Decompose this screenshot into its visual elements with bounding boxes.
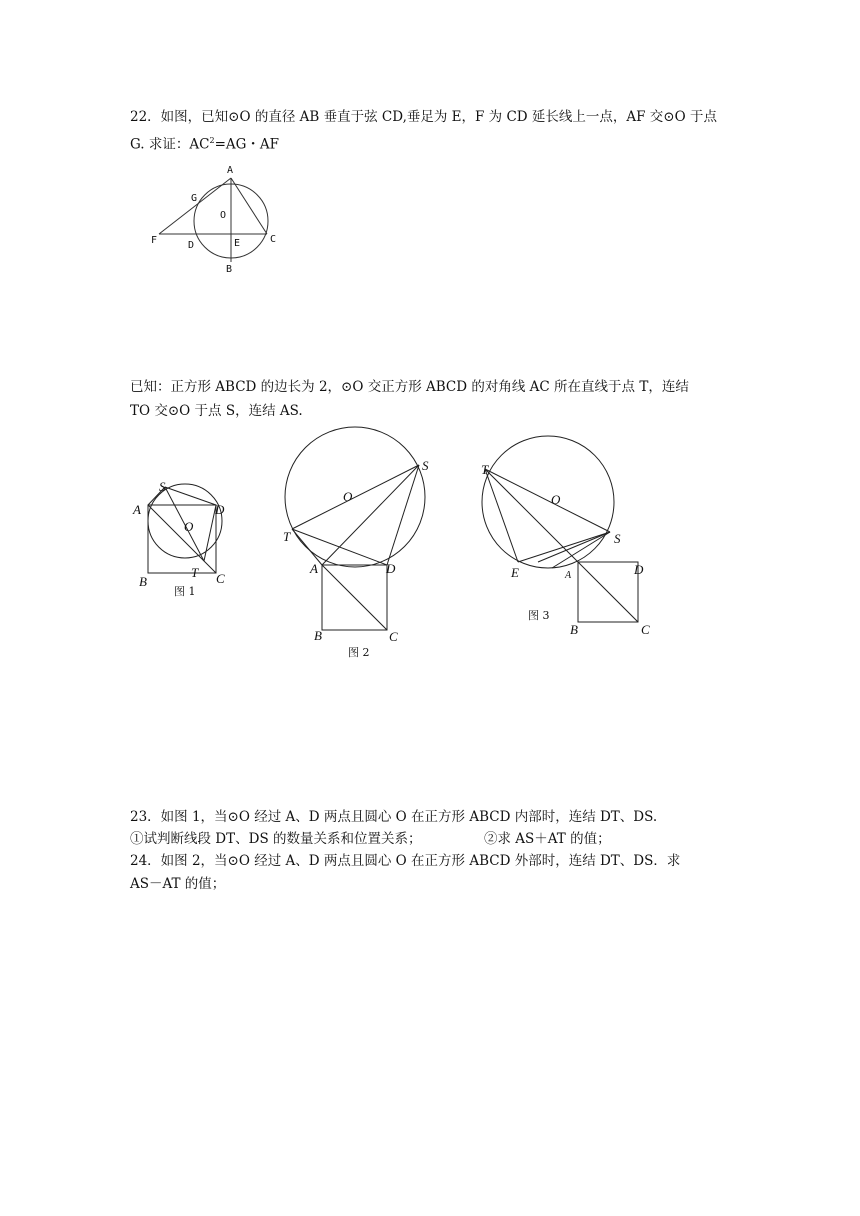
q22-label-g: G [191, 193, 198, 204]
q23-line2-a: ①试判断线段 DT、DS 的数量关系和位置关系； [130, 831, 422, 847]
q22-line2-b: =AG・AF [214, 136, 280, 153]
fig1-label-c: C [216, 571, 225, 586]
fig1-label-s: S [159, 479, 166, 494]
fig2-label-d: D [386, 561, 396, 576]
fig1-label-a: A [133, 502, 141, 517]
intro-line1: 已知：正方形 ABCD 的边长为 2，⊙O 交正方形 ABCD 的对角线 AC 所在直线于点 T，连结 [130, 379, 689, 395]
q22-label-b: B [226, 264, 233, 275]
q22-label-f: F [151, 235, 158, 246]
fig3-label-d: D [634, 562, 644, 577]
fig1-label-t: T [191, 565, 199, 580]
q22-line2-a: G. 求证：AC [130, 136, 210, 153]
fig1-caption: 图 1 [174, 585, 196, 598]
q22-label-c: C [270, 234, 277, 245]
q22-label-a: A [227, 165, 234, 176]
fig2-label-b: B [314, 628, 322, 643]
q22-label-e: E [234, 238, 241, 249]
fig2-caption: 图 2 [348, 646, 370, 659]
fig3-label-e: E [511, 565, 519, 580]
fig2-label-s: S [422, 458, 429, 473]
fig1-label-d: D [215, 502, 225, 517]
q22-line1: 22．如图，已知⊙O 的直径 AB 垂直于弦 CD,垂足为 E，F 为 CD 延长线上一点，AF 交⊙O 于点 [130, 109, 717, 125]
q23-line2-b: ②求 AS＋AT 的值； [484, 831, 611, 847]
fig3-label-s: S [614, 531, 621, 546]
q22-label-o: O [220, 210, 227, 221]
q24-line1: 24．如图 2，当⊙O 经过 A、D 两点且圆心 O 在正方形 ABCD 外部时，连结 DT、DS．求 [130, 853, 681, 869]
fig3-label-a: A [565, 570, 572, 581]
q24-line2: AS－AT 的值； [130, 876, 226, 892]
fig1-label-b: B [139, 574, 147, 589]
q22-label-d: D [188, 240, 195, 251]
q23-line1: 23．如图 1，当⊙O 经过 A、D 两点且圆心 O 在正方形 ABCD 内部时，连结 DT、DS. [130, 809, 658, 825]
fig3-label-c: C [641, 622, 650, 637]
fig2-label-o: O [343, 489, 353, 504]
fig3-label-t: T [481, 462, 489, 477]
fig1-label-o: O [184, 519, 194, 534]
intro-line2: TO 交⊙O 于点 S，连结 AS. [130, 403, 303, 419]
fig2-label-t: T [283, 529, 291, 544]
fig3-label-o: O [551, 492, 561, 507]
fig3-label-b: B [570, 622, 578, 637]
fig2-label-a: A [310, 561, 318, 576]
fig2-label-c: C [389, 629, 398, 644]
fig3-caption: 图 3 [528, 609, 550, 622]
q22-line2-sup: 2 [209, 136, 215, 145]
